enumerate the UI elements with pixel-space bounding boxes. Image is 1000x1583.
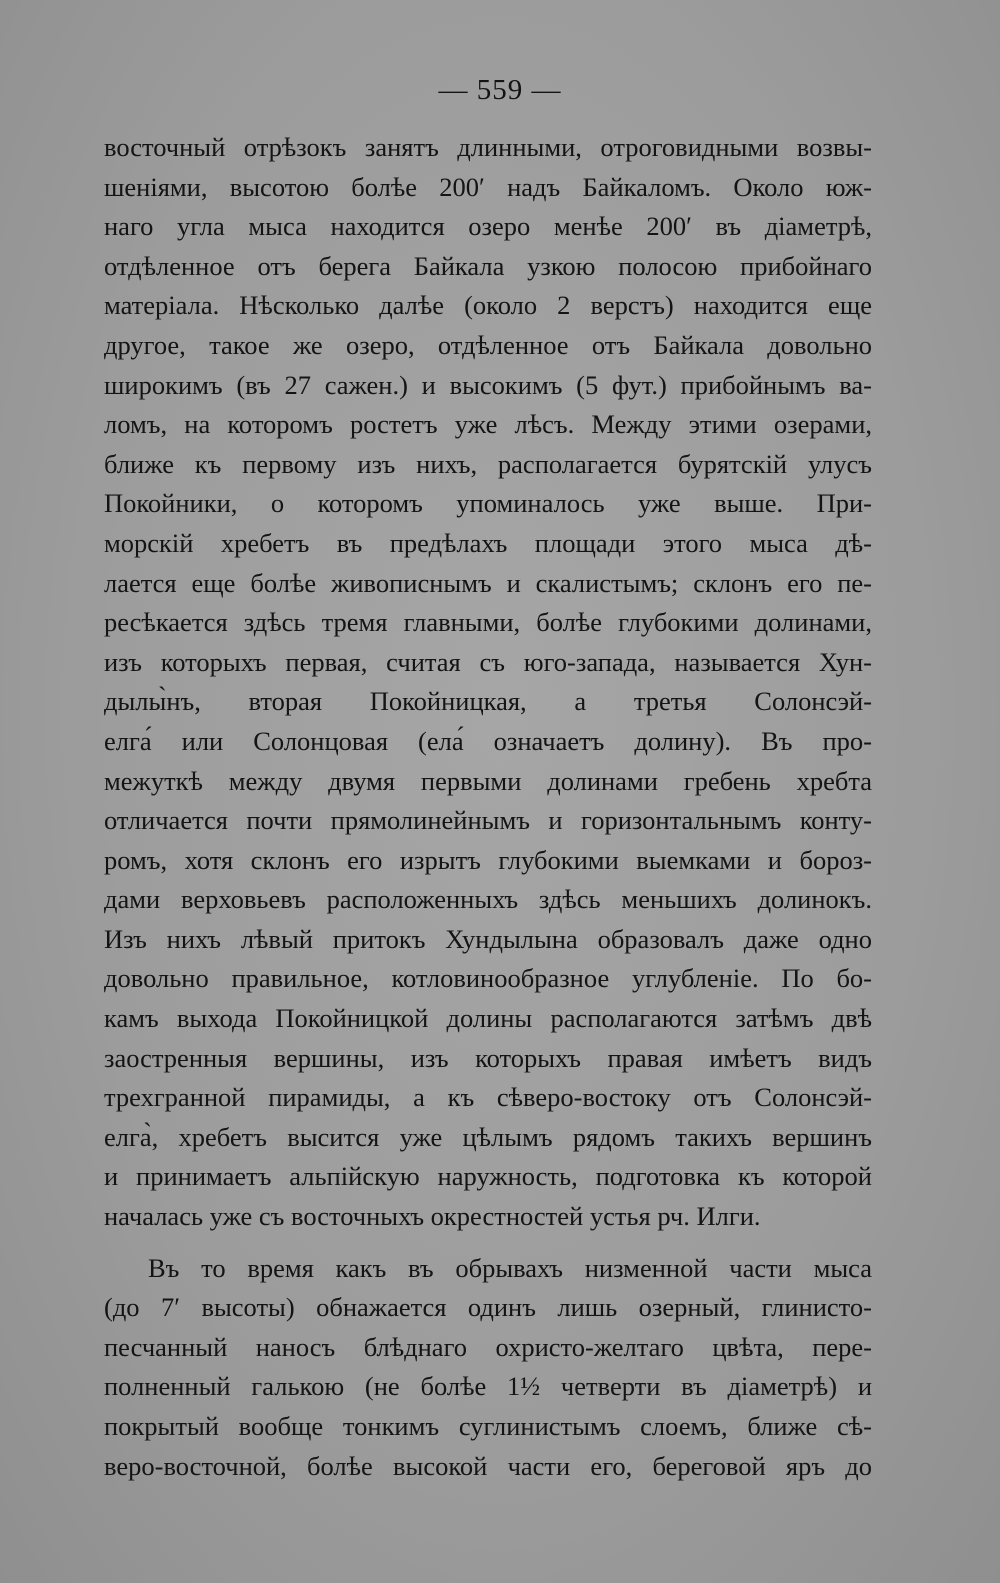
body-text (104, 128, 872, 1486)
text-line: восточный отрѣзокъ занятъ длинными, отроговидными возвы- (104, 132, 872, 162)
text-line: дылы̀нъ, вторая Покойницкая, а третья Солонсэй- (104, 686, 872, 717)
text-line: ближе къ первому изъ нихъ, располагается бурятскій улусъ (104, 448, 872, 479)
text-line: веро-восточной, болѣе высокой части его, береговой яръ до (104, 1450, 872, 1481)
text-line: заостренныя вершины, изъ которыхъ правая имѣетъ видъ (104, 1042, 872, 1073)
text-line: ромъ, хотя склонъ его изрытъ глубокими выемками и бороз- (104, 844, 872, 875)
text-line: началась уже съ восточныхъ окрестностей устья рч. Илги. (104, 1201, 761, 1232)
text-line: Покойники, о которомъ упоминалось уже выше. При- (104, 488, 872, 519)
text-line: отличается почти прямолинейнымъ и горизонтальнымъ конту- (104, 805, 872, 836)
text-line: песчанный наносъ блѣднаго охристо-желтаго цвѣта, пере- (104, 1331, 872, 1362)
text-line: морскій хребетъ въ предѣлахъ площади этого мыса дѣ- (104, 527, 872, 558)
text-line: отдѣленное отъ берега Байкала узкою полосою прибойнаго (104, 250, 872, 281)
text-line: изъ которыхъ первая, считая съ юго-запада, называется Хун- (104, 646, 872, 677)
text-line: полненный галькою (не болѣе 1½ четверти въ діаметрѣ) и (104, 1371, 872, 1402)
paragraph-1 (104, 128, 872, 1237)
text-line: покрытый вообще тонкимъ суглинистымъ слоемъ, ближе сѣ- (104, 1411, 872, 1441)
text-line: Изъ нихъ лѣвый притокъ Хундылына образовалъ даже одно (104, 923, 872, 954)
paragraph-2 (104, 1249, 872, 1487)
text-line: ломъ, на которомъ ростетъ уже лѣсъ. Между этими озерами, (104, 409, 872, 440)
text-line: елга́ или Солонцовая (ела́ означаетъ долину). Въ про- (104, 725, 872, 756)
text-line: наго угла мыса находится озеро менѣе 200′ въ діаметрѣ, (104, 211, 872, 242)
text-line: лается еще болѣе живописнымъ и скалистымъ; склонъ его пе- (104, 567, 872, 598)
text-line: дами верховьевъ расположенныхъ здѣсь меньшихъ долинокъ. (104, 884, 872, 915)
text-line: и принимаетъ альпійскую наружность, подготовка къ которой (104, 1161, 872, 1192)
page-number: — 559 — (438, 74, 562, 106)
text-line: елга̀, хребетъ высится уже цѣлымъ рядомъ такихъ вершинъ (104, 1121, 872, 1152)
text-line: камъ выхода Покойницкой долины располагаются затѣмъ двѣ (104, 1003, 872, 1034)
text-line: другое, такое же озеро, отдѣленное отъ Байкала довольно (104, 329, 872, 360)
text-line: довольно правильное, котловинообразное углубленіе. По бо- (104, 963, 872, 994)
text-line: шеніями, высотою болѣе 200′ надъ Байкаломъ. Около юж- (104, 171, 872, 202)
text-line: трехгранной пирамиды, а къ сѣверо-востоку отъ Солонсэй- (104, 1082, 872, 1113)
text-line: межуткѣ между двумя первыми долинами гребень хребта (104, 765, 872, 796)
text-line: широкимъ (въ 27 сажен.) и высокимъ (5 фут.) прибойнымъ ва- (104, 369, 872, 400)
text-line: ресѣкается здѣсь тремя главными, болѣе глубокими долинами, (104, 607, 872, 638)
text-line: матеріала. Нѣсколько далѣе (около 2 верстъ) находится еще (104, 290, 872, 321)
paragraph-spacer (104, 1237, 872, 1249)
text-line: (до 7′ высоты) обнажается одинъ лишь озерный, глинисто- (104, 1292, 872, 1323)
text-line: Въ то время какъ въ обрывахъ низменной части мыса (148, 1252, 872, 1283)
